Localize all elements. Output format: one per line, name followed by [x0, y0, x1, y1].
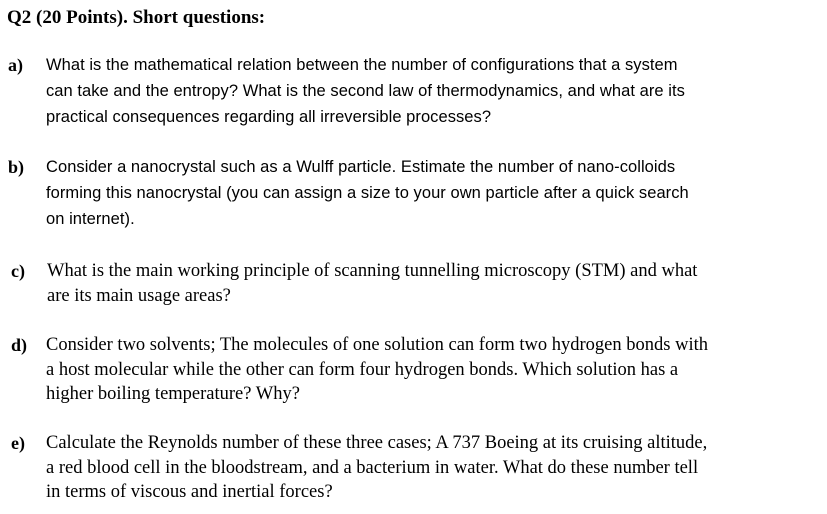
question-label: b): [8, 157, 25, 177]
page-title: Q2 (20 Points). Short questions:: [7, 7, 266, 28]
question-label: c): [11, 261, 25, 281]
question-label: d): [11, 335, 28, 355]
question-text: What is the main working principle of scanning tunnelling microscopy (STM) and what are its main usage areas?: [47, 261, 698, 306]
question-label: a): [8, 55, 23, 75]
question-text: Calculate the Reynolds number of these three cases; A 737 Boeing at its cruising altitude, a red blood cell in the bloodstream, and a bacterium in water. What do these number tell in terms of viscous and inertial forces?: [46, 433, 708, 502]
question-label: e): [11, 433, 25, 453]
question-text: Consider a nanocrystal such as a Wulff particle. Estimate the number of nano-colloids forming this nanocrystal (you can assign a size to your own particle after a quick search on internet).: [46, 158, 689, 228]
question-text: Consider two solvents; The molecules of one solution can form two hydrogen bonds with a host molecular while the other can form four hydrogen bonds. Which solution has a higher boiling temperature? Why?: [46, 335, 708, 404]
question-text: What is the mathematical relation between the number of configurations that a system can take and the entropy? What is the second law of thermodynamics, and what are its practical consequences regarding all irreversible processes?: [46, 56, 685, 126]
